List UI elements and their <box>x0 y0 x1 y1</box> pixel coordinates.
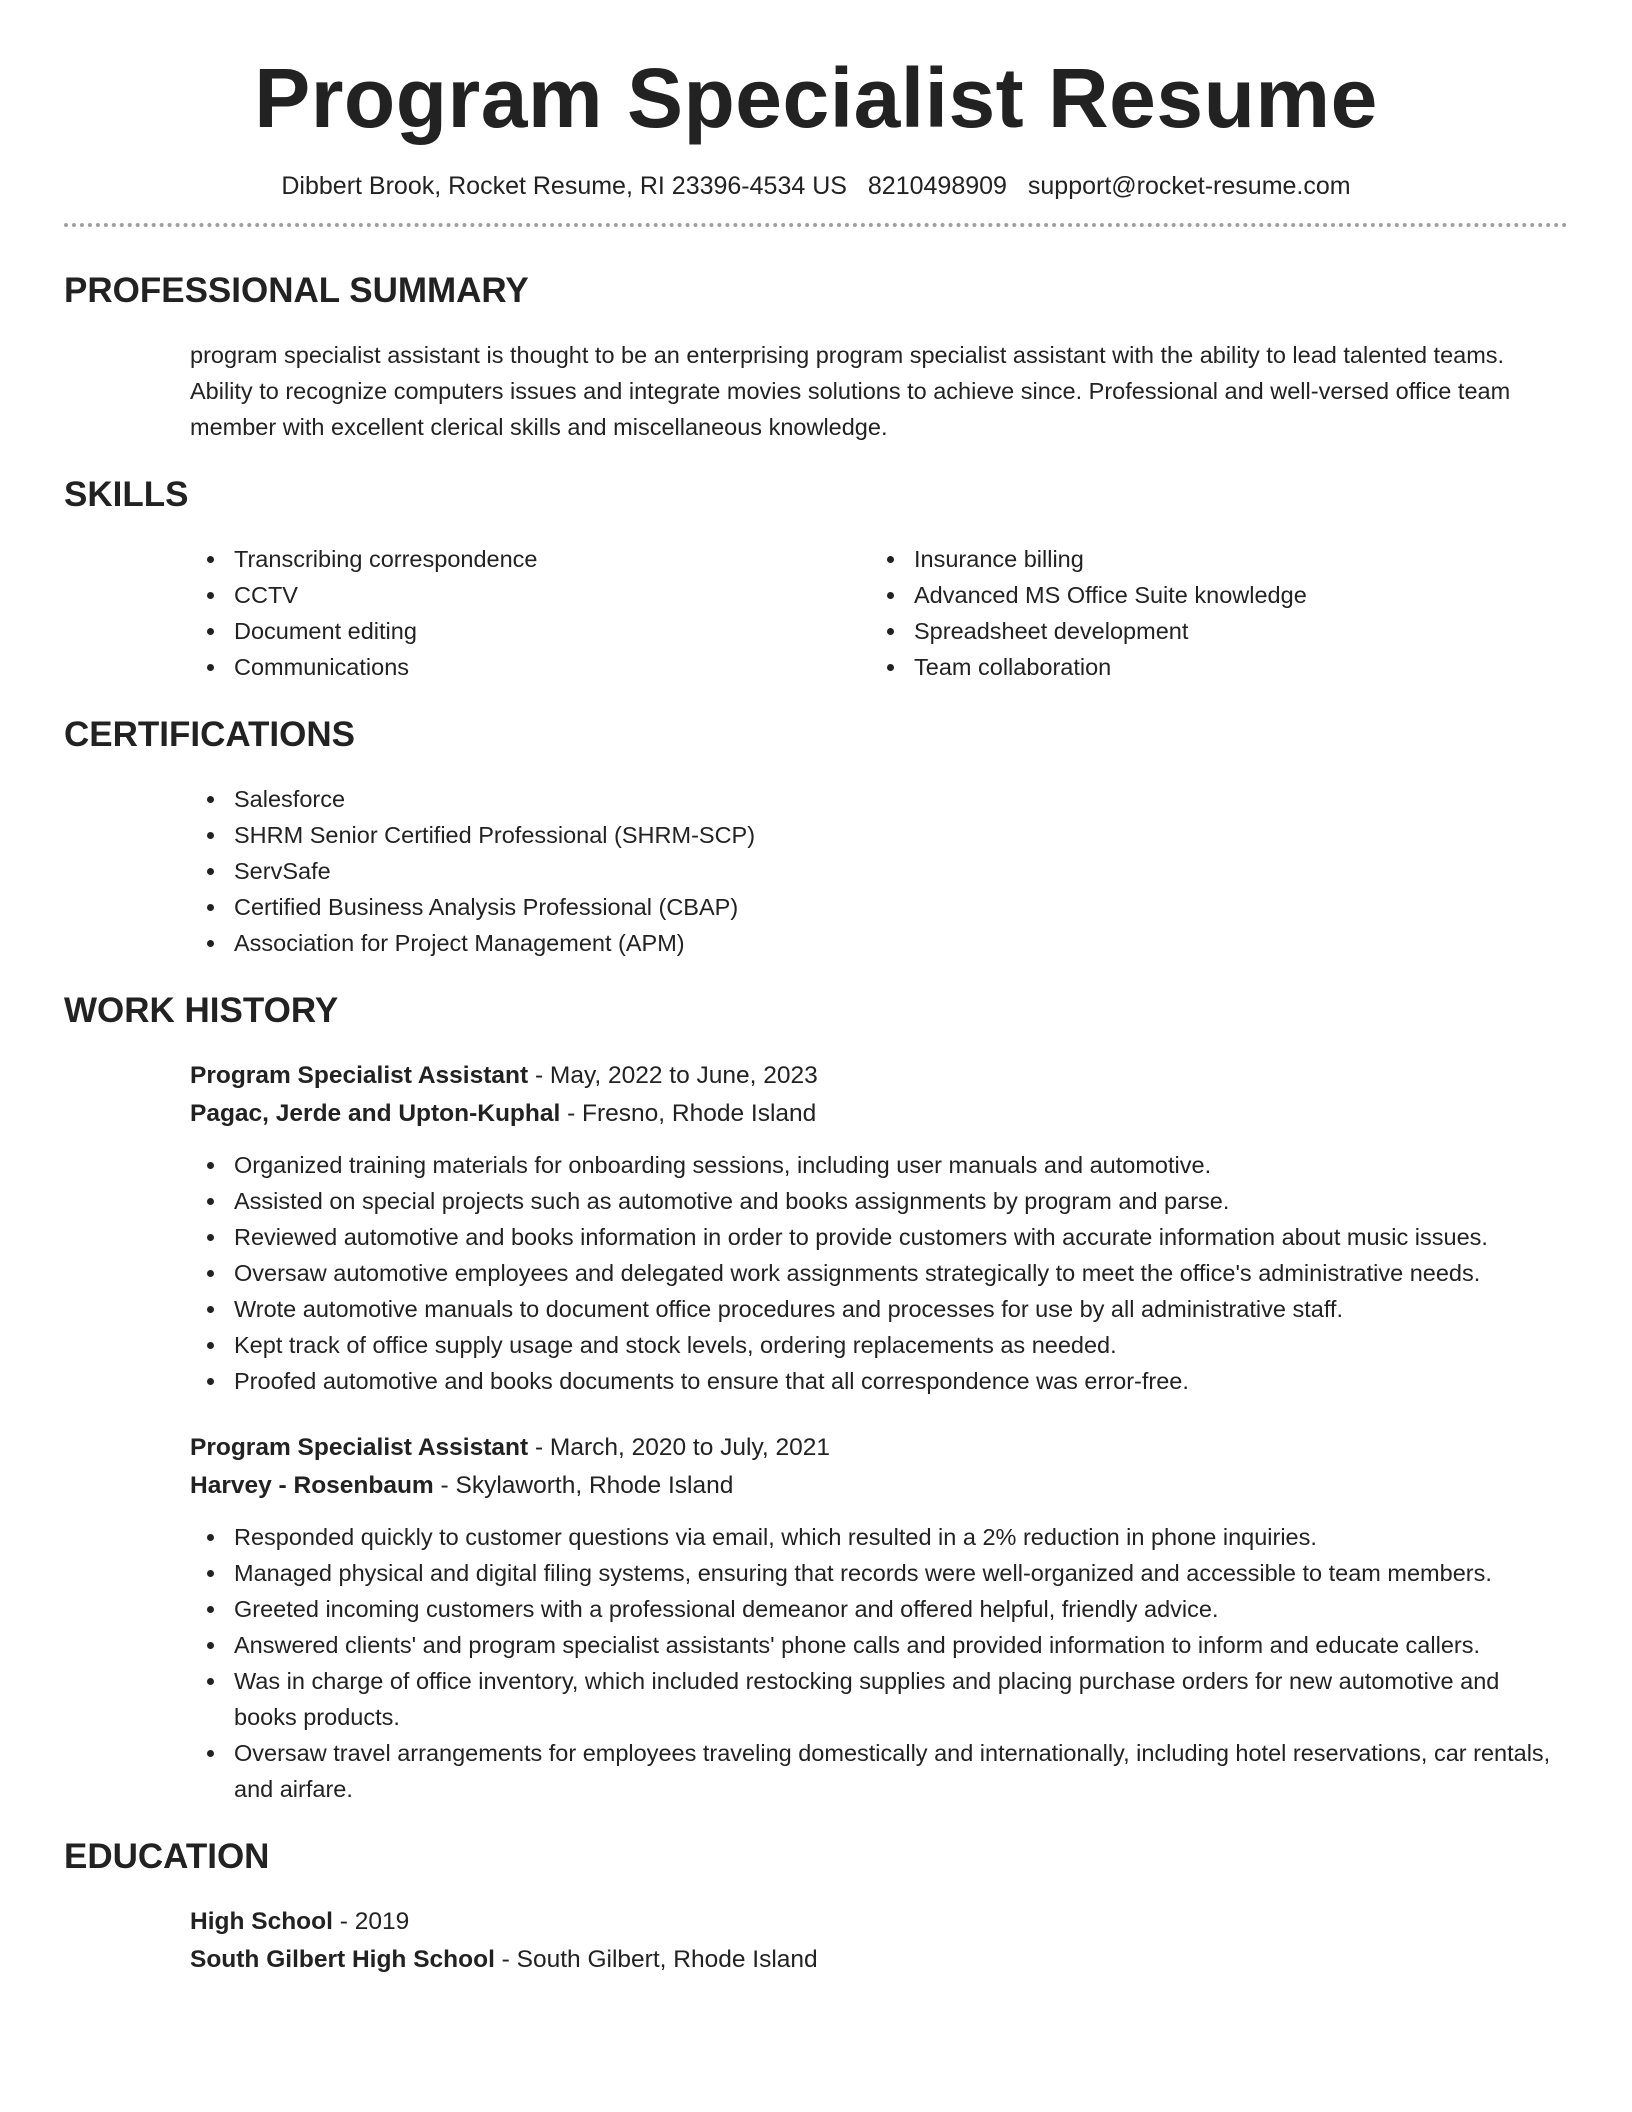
job-bullet: Managed physical and digital filing systems, ensuring that records were well-organized and accessible to team members. <box>190 1555 1568 1591</box>
job-position-line <box>190 1429 1568 1467</box>
resume-header <box>64 0 1568 227</box>
job-bullets <box>190 1519 1568 1807</box>
job-position: Program Specialist Assistant <box>190 1434 529 1462</box>
job-bullet: Assisted on special projects such as automotive and books assignments by program and parse. <box>190 1183 1568 1219</box>
education-heading: EDUCATION <box>64 1837 270 1877</box>
certifications-heading: CERTIFICATIONS <box>64 715 356 755</box>
skill-item: Insurance billing <box>870 541 1550 577</box>
job-dates: - May, 2022 to June, 2023 <box>528 1062 818 1090</box>
job-bullet: Kept track of office supply usage and stock levels, ordering replacements as needed. <box>190 1327 1568 1363</box>
contact-line <box>64 172 1568 201</box>
skill-item: Transcribing correspondence <box>190 541 870 577</box>
job-company-line <box>190 1467 1568 1505</box>
certification-item: SHRM Senior Certified Professional (SHRM-SCP) <box>190 817 1568 853</box>
job-bullets <box>190 1147 1568 1399</box>
skills-list <box>190 541 1568 685</box>
skill-item: Advanced MS Office Suite knowledge <box>870 577 1550 613</box>
job-position: Program Specialist Assistant <box>190 1062 529 1090</box>
education-location: - South Gilbert, Rhode Island <box>494 1946 818 1974</box>
job-location: - Skylaworth, Rhode Island <box>433 1472 734 1500</box>
address: Dibbert Brook, Rocket Resume, RI 23396-4534 US <box>281 172 847 201</box>
email: support@rocket-resume.com <box>1027 172 1351 201</box>
job-bullet: Organized training materials for onboarding sessions, including user manuals and automotive. <box>190 1147 1568 1183</box>
skill-item: Document editing <box>190 613 870 649</box>
job-entry <box>190 1057 1568 1399</box>
job-company: Pagac, Jerde and Upton-Kuphal <box>190 1100 561 1128</box>
summary-text: program specialist assistant is thought to be an enterprising program specialist assistant with the ability to lead talented teams. Ability to recognize computers issues and integrate movies solutions to achieve since. Professional and well-versed office team member with excellent clerical skills and miscellaneous knowledge. <box>190 342 1511 441</box>
job-entry <box>190 1429 1568 1807</box>
education-degree: High School <box>190 1908 333 1936</box>
skill-item: CCTV <box>190 577 870 613</box>
education-school: South Gilbert High School <box>190 1946 495 1974</box>
certification-item: Certified Business Analysis Professional (CBAP) <box>190 889 1568 925</box>
job-bullet: Oversaw travel arrangements for employees traveling domestically and internationally, including hotel reservations, car rentals, and airfare. <box>190 1735 1568 1807</box>
job-dates: - March, 2020 to July, 2021 <box>528 1434 831 1462</box>
education-degree-line <box>190 1903 1568 1941</box>
job-bullet: Answered clients' and program specialist assistants' phone calls and provided information to inform and educate callers. <box>190 1627 1568 1663</box>
education-year: - 2019 <box>332 1908 410 1936</box>
skills-column-left <box>190 541 870 685</box>
job-company-line <box>190 1095 1568 1133</box>
skills-column-right <box>870 541 1550 685</box>
job-bullet: Wrote automotive manuals to document office procedures and processes for use by all administrative staff. <box>190 1291 1568 1327</box>
skill-item: Communications <box>190 649 870 685</box>
resume-title: Program Specialist Resume <box>254 51 1378 145</box>
work-history-heading: WORK HISTORY <box>64 991 339 1031</box>
job-bullet: Was in charge of office inventory, which included restocking supplies and placing purchase orders for new automotive and books products. <box>190 1663 1568 1735</box>
certifications-list <box>190 781 1568 961</box>
header-divider <box>64 223 1568 227</box>
certification-item: Salesforce <box>190 781 1568 817</box>
job-bullet: Oversaw automotive employees and delegated work assignments strategically to meet the office's administrative needs. <box>190 1255 1568 1291</box>
job-company: Harvey - Rosenbaum <box>190 1472 434 1500</box>
skill-item: Spreadsheet development <box>870 613 1550 649</box>
summary-heading: PROFESSIONAL SUMMARY <box>64 271 529 311</box>
job-bullet: Proofed automotive and books documents to ensure that all correspondence was error-free. <box>190 1363 1568 1399</box>
skills-heading: SKILLS <box>64 475 189 515</box>
education-entry <box>190 1903 1568 1979</box>
job-bullet: Greeted incoming customers with a professional demeanor and offered helpful, friendly advice. <box>190 1591 1568 1627</box>
job-location: - Fresno, Rhode Island <box>560 1100 817 1128</box>
job-position-line <box>190 1057 1568 1095</box>
certification-item: ServSafe <box>190 853 1568 889</box>
certification-item: Association for Project Management (APM) <box>190 925 1568 961</box>
phone: 8210498909 <box>867 172 1007 201</box>
education-school-line <box>190 1941 1568 1979</box>
job-bullet: Reviewed automotive and books information in order to provide customers with accurate information about music issues. <box>190 1219 1568 1255</box>
work-history <box>190 1057 1568 1807</box>
job-bullet: Responded quickly to customer questions via email, which resulted in a 2% reduction in phone inquiries. <box>190 1519 1568 1555</box>
skill-item: Team collaboration <box>870 649 1550 685</box>
